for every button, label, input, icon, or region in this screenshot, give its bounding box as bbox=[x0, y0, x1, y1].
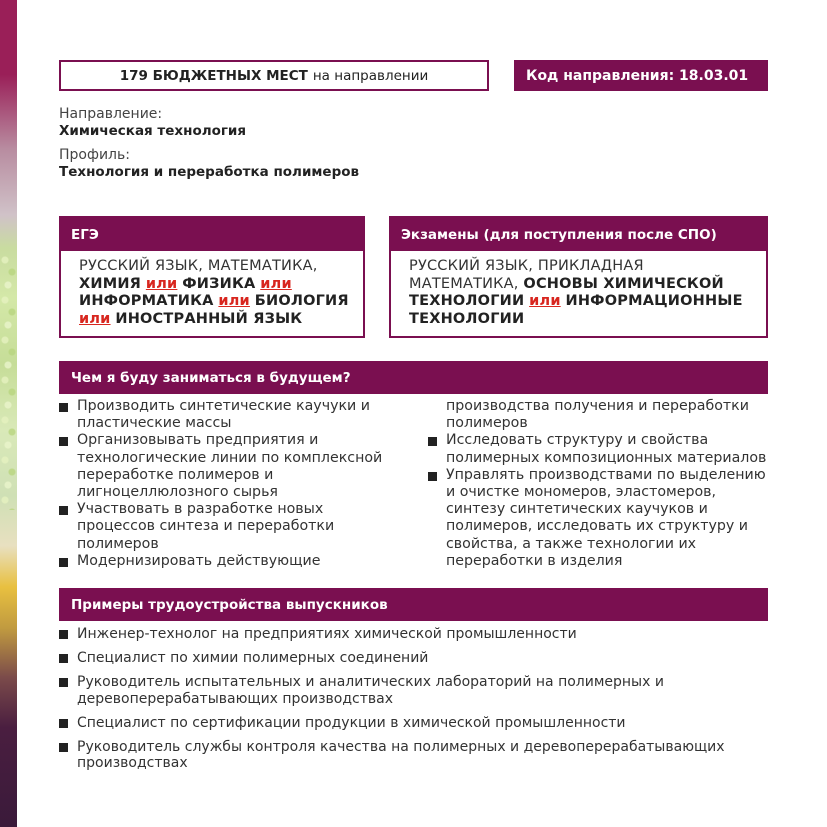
spo-exams-box bbox=[389, 216, 768, 338]
spo-chem-basics: ОСНОВЫ ХИМИЧЕСКОЙ bbox=[523, 275, 724, 292]
ege-subject-foreign-language: ИНОСТРАННЫЙ ЯЗЫК bbox=[115, 310, 303, 327]
spo-math: МАТЕМАТИКА, bbox=[409, 275, 519, 292]
spo-subject-tech: ТЕХНОЛОГИИ bbox=[409, 293, 525, 309]
ege-box bbox=[59, 216, 365, 338]
budget-count: 179 БЮДЖЕТНЫХ МЕСТ bbox=[119, 67, 308, 84]
jobs-list bbox=[59, 626, 768, 779]
direction-value: Химическая технология bbox=[59, 123, 247, 139]
spo-line-2 bbox=[409, 276, 766, 294]
spo-subjects bbox=[391, 251, 766, 328]
ege-subjects bbox=[61, 251, 363, 328]
spo-line-4 bbox=[409, 311, 766, 329]
budget-places-box bbox=[59, 60, 489, 91]
list-item: Участвовать в разработке новых процессов синтеза и переработки полимеров bbox=[59, 501, 389, 553]
list-item: Инженер-технолог на предприятиях химической промышленности bbox=[59, 626, 768, 643]
or-marker: или bbox=[218, 293, 250, 309]
or-marker: или bbox=[145, 275, 178, 292]
spo-line-1: РУССКИЙ ЯЗЫК, ПРИКЛАДНАЯ bbox=[409, 258, 644, 274]
ege-title: ЕГЭ bbox=[61, 218, 363, 251]
list-item: Производить синтетические каучуки и пластические массы bbox=[59, 398, 389, 432]
direction-code-badge bbox=[514, 60, 768, 91]
future-list-right bbox=[428, 398, 773, 570]
budget-suffix: на направлении bbox=[312, 67, 429, 84]
list-item: Специалист по химии полимерных соединений bbox=[59, 650, 768, 667]
list-item: Организовывать предприятия и технологические линии по комплексной переработке полимеров и лигноцеллюлозного сырья bbox=[59, 432, 389, 501]
list-item: Руководитель испытательных и аналитических лабораторий на полимерных и деревоперерабатывающих производствах bbox=[59, 674, 768, 707]
direction-label: Направление: bbox=[59, 106, 163, 122]
spo-line-3 bbox=[409, 293, 766, 311]
or-marker: или bbox=[79, 310, 111, 327]
list-item: Модернизировать действующие bbox=[59, 553, 389, 570]
ege-line-2 bbox=[79, 276, 363, 294]
list-item: Исследовать структуру и свойства полимерных композиционных материалов bbox=[428, 432, 773, 466]
polymer-pellets-image bbox=[0, 250, 17, 510]
ege-subject-biology: БИОЛОГИЯ bbox=[254, 293, 349, 309]
list-item-continuation: производства получения и переработки полимеров bbox=[446, 398, 749, 432]
list-item: Специалист по сертификации продукции в химической промышленности bbox=[59, 715, 768, 732]
future-section-title bbox=[59, 361, 768, 394]
jobs-title-text: Примеры трудоустройства выпускников bbox=[71, 596, 388, 613]
ege-line-4 bbox=[79, 311, 363, 329]
or-marker: или bbox=[260, 275, 292, 292]
profile-value: Технология и переработка полимеров bbox=[59, 164, 360, 180]
future-title-text: Чем я буду заниматься в будущем? bbox=[71, 369, 351, 386]
spo-title: Экзамены (для поступления после СПО) bbox=[391, 218, 766, 251]
future-list-left bbox=[59, 398, 389, 570]
ege-line-3 bbox=[79, 293, 363, 311]
ege-subject-physics: ФИЗИКА bbox=[182, 275, 256, 292]
spo-subject-it-2: ТЕХНОЛОГИИ bbox=[409, 310, 525, 327]
or-marker: или bbox=[529, 293, 561, 309]
direction-code-text: Код направления: 18.03.01 bbox=[526, 67, 749, 84]
ege-subject-chemistry: ХИМИЯ bbox=[79, 275, 142, 292]
jobs-section-title bbox=[59, 588, 768, 621]
list-item: Руководитель службы контроля качества на полимерных и деревоперерабатывающих производствах bbox=[59, 739, 768, 772]
spo-subject-it: ИНФОРМАЦИОННЫЕ bbox=[565, 293, 743, 309]
ege-line-1: РУССКИЙ ЯЗЫК, МАТЕМАТИКА, bbox=[79, 258, 318, 274]
decorative-side-image bbox=[0, 0, 17, 827]
list-item: Управлять производствами по выделению и очистке мономеров, эластомеров, синтезу синтетических каучуков и полимеров, исследовать их структуру и свойства, а также технологии их переработки в изделия bbox=[428, 467, 773, 570]
profile-info bbox=[59, 147, 359, 181]
ege-subject-informatics: ИНФОРМАТИКА bbox=[79, 293, 214, 309]
profile-label: Профиль: bbox=[59, 147, 130, 163]
direction-info bbox=[59, 106, 246, 140]
